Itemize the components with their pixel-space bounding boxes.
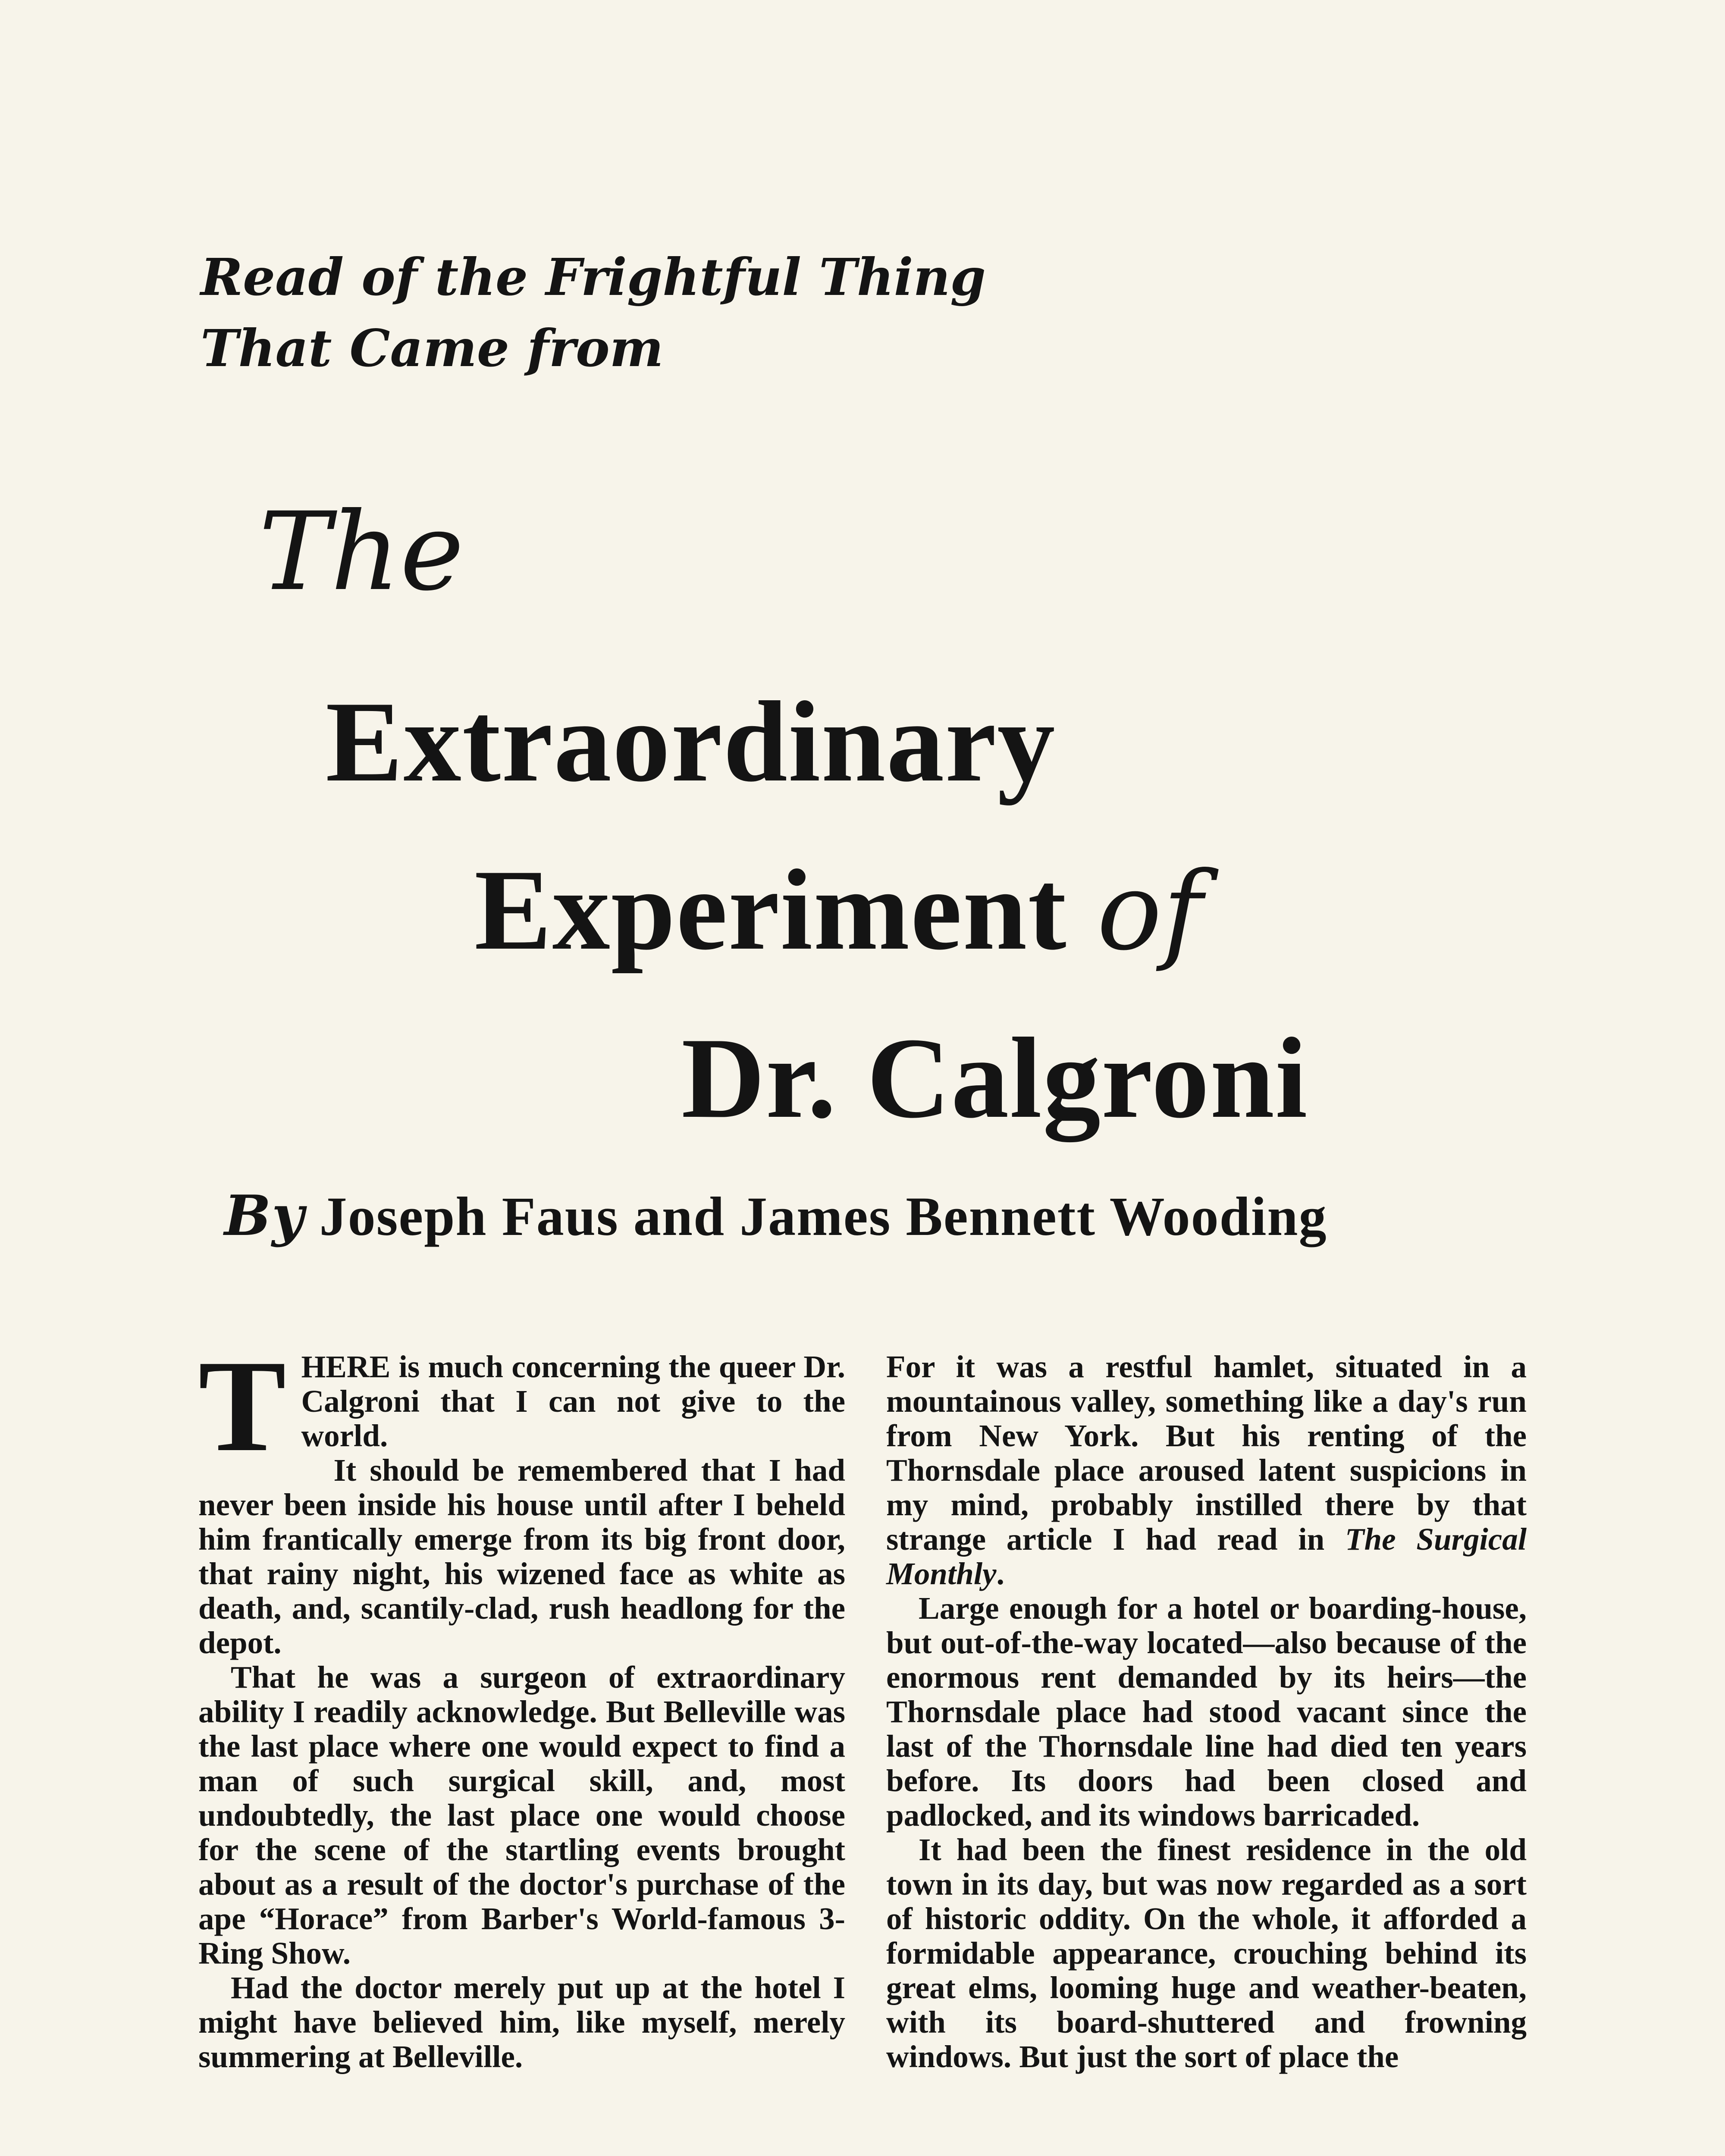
paragraph-5-end: .	[996, 1556, 1004, 1591]
title-of-word: of	[1097, 849, 1204, 974]
title-line-experiment	[474, 841, 1204, 981]
byline-authors: Joseph Faus and James Bennett Wooding	[319, 1186, 1327, 1247]
paragraph-6: Large enough for a hotel or boarding-house, but out-of-the-way located—also because of the enormous rent demanded by its heirs—the Thornsdale place had stood vacant since the last of the Thornsdale line had died ten years before. Its doors had been closed and padlocked, and its windows barricaded.	[886, 1591, 1527, 1833]
paragraph-3: That he was a surgeon of extraordinary ability I readily acknowledge. But Belleville was the last place where one would expect to find a man of such surgical skill, and, most undoubtedly, the last place one would choose for the scene of the startling events brought about as a result of the doctor's purchase of the ape “Horace” from Barber's World-famous 3-Ring Show.	[198, 1660, 845, 1971]
kicker-line-2: That Came from	[201, 318, 664, 378]
byline	[224, 1181, 1327, 1251]
paragraph-7: It had been the finest residence in the old town in its day, but was now regarded as a sort of historic oddity. On the whole, it afforded a formidable appearance, crouching behind its great elms, looming huge and weather-beaten, with its board-shuttered and frowning windows. But just the sort of place the	[886, 1832, 1527, 2074]
paragraph-4: Had the doctor merely put up at the hotel I might have believed him, like myself, merely summering at Belleville.	[198, 1970, 845, 2074]
title-line-dr-calgroni: Dr. Calgroni	[681, 1014, 1308, 1142]
kicker-subtitle	[201, 241, 1063, 384]
journal-title: The Surgical Monthly	[886, 1522, 1527, 1591]
byline-by: By	[224, 1184, 305, 1248]
story-column-right	[886, 1350, 1527, 2074]
kicker-line-1: Read of the Frightful Thing	[201, 247, 986, 307]
paragraph-1-text: HERE is much concerning the queer Dr. Calgroni that I can not give to the world.	[301, 1349, 845, 1453]
paragraph-2: It should be remembered that I had never been inside his house until after I beheld him frantically emerge from its big front door, that rainy night, his wizened face as white as death, and, scantily-clad, rush headlong for the depot.	[198, 1453, 845, 1660]
story-column-left	[198, 1333, 845, 2074]
title-line-extraordinary: Extraordinary	[326, 677, 1056, 805]
paragraph-5-text: For it was a restful hamlet, situated in a mountainous valley, something like a day's run from New York. But his renting of the Thornsdale place aroused latent suspicions in my mind, probably instilled there by that strange article I had read in	[886, 1349, 1527, 1557]
paragraph-5	[886, 1350, 1527, 1591]
title-the: The	[259, 489, 464, 614]
title-experiment-word: Experiment	[474, 846, 1067, 974]
drop-cap: T	[198, 1333, 286, 1479]
paragraph-1	[198, 1333, 845, 1479]
